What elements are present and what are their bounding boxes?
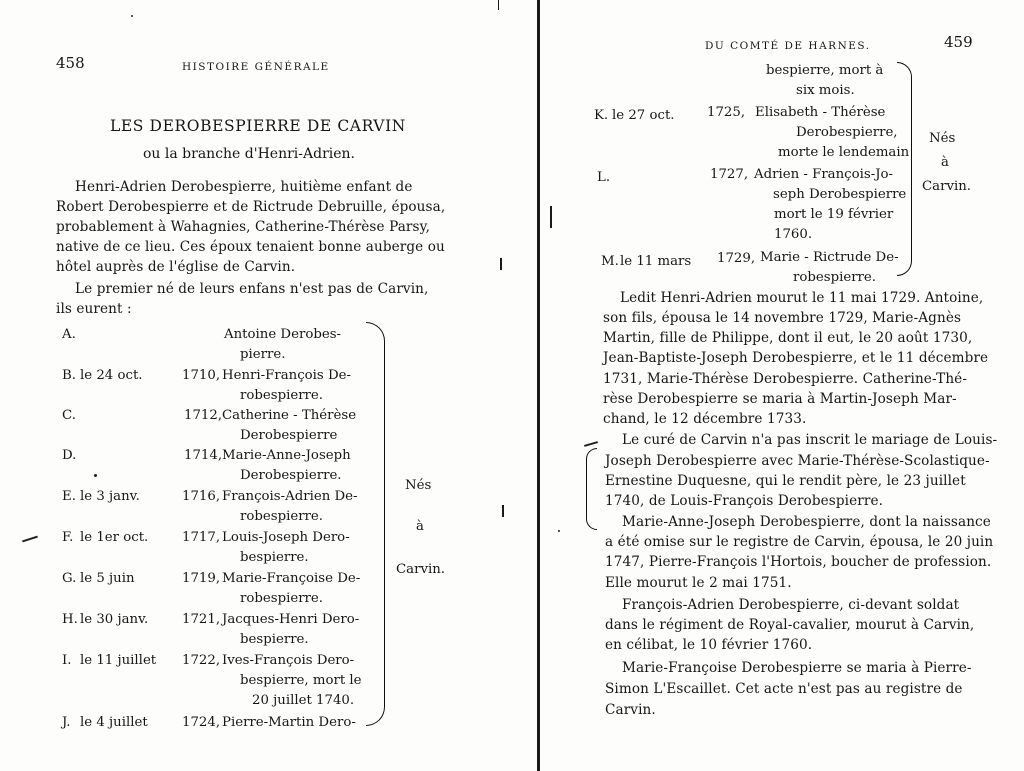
entry-name: Derobespierre, (796, 125, 898, 140)
brace-note-line: Nés (405, 478, 432, 493)
text-line: 1740, de Louis-François Derobespierre. (605, 493, 884, 509)
entry-name: bespierre, mort le (240, 673, 362, 688)
gutter-tick (502, 505, 504, 517)
entry-letter: K. (594, 108, 609, 123)
text-line: rèse Derobespierre se maria à Martin-Joseph Mar- (603, 391, 957, 407)
margin-bracket (586, 448, 597, 530)
text-line: Marie-Françoise Derobespierre se maria à Pierre- (622, 660, 972, 676)
entry-date: le 30 janv. (80, 612, 149, 627)
entry-name: Louis-Joseph Dero- (222, 530, 350, 545)
entry-name: Catherine - Thérèse (222, 408, 357, 423)
entry-letter: A. (62, 327, 76, 342)
entry-year: 1719, (182, 571, 221, 586)
entry-year: 1716, (182, 489, 221, 504)
entry-name: Derobespierre. (240, 468, 342, 483)
text-line: native de ce lieu. Ces époux tenaient bonne auberge ou (56, 239, 445, 255)
entry-date: le 24 oct. (80, 368, 143, 383)
text-line: Robert Derobespierre et de Rictrude Debruille, épousa, (56, 199, 446, 215)
text-line: 1731, Marie-Thérèse Derobespierre. Catherine-Thé- (603, 371, 968, 387)
entry-letter: D. (62, 448, 77, 463)
entry-name: bespierre. (240, 632, 309, 647)
text-line: Le curé de Carvin n'a pas inscrit le mariage de Louis- (622, 432, 998, 448)
entry-name: robespierre. (240, 591, 324, 606)
chapter-title: LES DEROBESPIERRE DE CARVIN (110, 117, 406, 135)
text-line: chand, le 12 décembre 1733. (603, 411, 807, 427)
entry-name: seph Derobespierre (773, 187, 907, 202)
entry-letter: M. (601, 254, 619, 269)
text-line: probablement à Wahagnies, Catherine-Thérèse Parsy, (56, 219, 430, 235)
entry-name: robespierre. (240, 388, 324, 403)
entry-name: mort le 19 février (774, 207, 894, 222)
entry-name: morte le lendemain (778, 145, 910, 160)
continuation-line: six mois. (796, 83, 855, 98)
right-running-head: DU COMTÉ DE HARNES. (705, 40, 871, 52)
text-line: François-Adrien Derobespierre, ci-devant soldat (622, 597, 960, 613)
continuation-line: bespierre, mort à (766, 63, 884, 78)
gutter-tick (498, 0, 499, 10)
left-page-number: 458 (56, 54, 85, 72)
entry-year: 1724, (182, 715, 221, 730)
entry-name: 20 juillet 1740. (252, 693, 355, 708)
entry-letter: H. (62, 612, 78, 627)
text-line: Simon L'Escaillet. Cet acte n'est pas au registre de (605, 681, 963, 697)
entry-date: le 11 juillet (80, 653, 157, 668)
entry-name: Marie-Anne-Joseph (222, 448, 351, 463)
ink-speck (558, 530, 560, 532)
entry-name: bespierre. (240, 550, 309, 565)
gutter-line (537, 0, 540, 771)
entry-name: Henri-François De- (222, 368, 351, 383)
ink-speck (131, 15, 133, 17)
entry-name: Marie-Françoise De- (222, 571, 361, 586)
entry-name: Marie - Rictrude De- (760, 250, 899, 265)
entry-date: le 27 oct. (612, 108, 675, 123)
entry-name: robespierre. (240, 509, 324, 524)
entry-name: Pierre-Martin Dero- (222, 715, 356, 730)
text-line: hôtel auprès de l'église de Carvin. (56, 259, 296, 275)
entry-date: le 11 mars (620, 254, 692, 269)
grouping-brace (366, 322, 385, 726)
entry-letter: E. (62, 489, 76, 504)
entry-letter: I. (62, 653, 72, 668)
grouping-brace (897, 62, 912, 276)
text-line: Le premier né de leurs enfans n'est pas de Carvin, (75, 281, 429, 297)
entry-name: 1760. (774, 227, 813, 242)
brace-note-line: Nés (929, 131, 956, 146)
entry-year: 1725, (707, 105, 746, 120)
entry-name: robespierre. (793, 270, 877, 285)
entry-year: 1722, (182, 653, 221, 668)
right-page-number: 459 (944, 33, 973, 51)
brace-note-line: Carvin. (396, 562, 446, 577)
entry-name: François-Adrien De- (222, 489, 358, 504)
chapter-subtitle: ou la branche d'Henri-Adrien. (143, 146, 355, 162)
entry-letter: B. (62, 368, 76, 383)
entry-name: Ives-François Dero- (222, 653, 355, 668)
entry-letter: F. (62, 530, 74, 545)
entry-name: pierre. (240, 347, 286, 362)
text-line: dans le régiment de Royal-cavalier, mourut à Carvin, (605, 617, 975, 633)
brace-note-line: à (416, 519, 424, 534)
text-line: Carvin. (605, 702, 656, 718)
gutter-tick (500, 258, 502, 270)
entry-letter: C. (62, 408, 76, 423)
entry-name: Jacques-Henri Dero- (222, 612, 360, 627)
margin-tick (584, 441, 598, 447)
entry-name: Adrien - François-Jo- (754, 167, 894, 182)
entry-date: le 4 juillet (80, 715, 148, 730)
entry-date: le 1er oct. (80, 530, 149, 545)
text-line: Joseph Derobespierre avec Marie-Thérèse-Scolastique- (605, 453, 990, 469)
text-line: Henri-Adrien Derobespierre, huitième enfant de (75, 179, 413, 195)
entry-letter: L. (597, 170, 611, 185)
text-line: a été omise sur le registre de Carvin, épousa, le 20 juin (605, 534, 994, 550)
entry-year: 1717, (182, 530, 221, 545)
left-running-head: HISTOIRE GÉNÉRALE (182, 61, 330, 73)
entry-year: 1714, (184, 448, 223, 463)
ink-speck (94, 474, 97, 477)
entry-letter: J. (62, 715, 71, 730)
brace-note-line: Carvin. (922, 179, 972, 194)
text-line: 1747, Pierre-François l'Hortois, boucher de profession. (605, 554, 992, 570)
entry-name: Elisabeth - Thérèse (755, 105, 886, 120)
entry-date: le 5 juin (80, 571, 135, 586)
text-line: ils eurent : (56, 301, 132, 317)
text-line: en célibat, le 10 février 1760. (605, 637, 813, 653)
entry-year: 1721, (182, 612, 221, 627)
brace-note-line: à (941, 155, 949, 170)
entry-year: 1729, (717, 251, 756, 266)
text-line: Marie-Anne-Joseph Derobespierre, dont la naissance (622, 514, 991, 530)
entry-date: le 3 janv. (80, 489, 140, 504)
text-line: son fils, épousa le 14 novembre 1729, Marie-Agnès (603, 310, 962, 326)
entry-name: Derobespierre (240, 428, 338, 443)
entry-year: 1710, (182, 368, 221, 383)
text-line: Jean-Baptiste-Joseph Derobespierre, et le 11 décembre (603, 350, 989, 366)
text-line: Ledit Henri-Adrien mourut le 11 mai 1729. Antoine, (620, 290, 984, 306)
entry-name: Antoine Derobes- (224, 327, 342, 342)
entry-year: 1727, (710, 167, 749, 182)
margin-tick (22, 536, 38, 543)
entry-letter: G. (62, 571, 77, 586)
text-line: Ernestine Duquesne, qui le rendit père, le 23 juillet (605, 473, 966, 489)
text-line: Elle mourut le 2 mai 1751. (605, 575, 792, 591)
gutter-tick (550, 206, 552, 228)
entry-year: 1712, (184, 408, 223, 423)
text-line: Martin, fille de Philippe, dont il eut, le 20 août 1730, (603, 330, 973, 346)
